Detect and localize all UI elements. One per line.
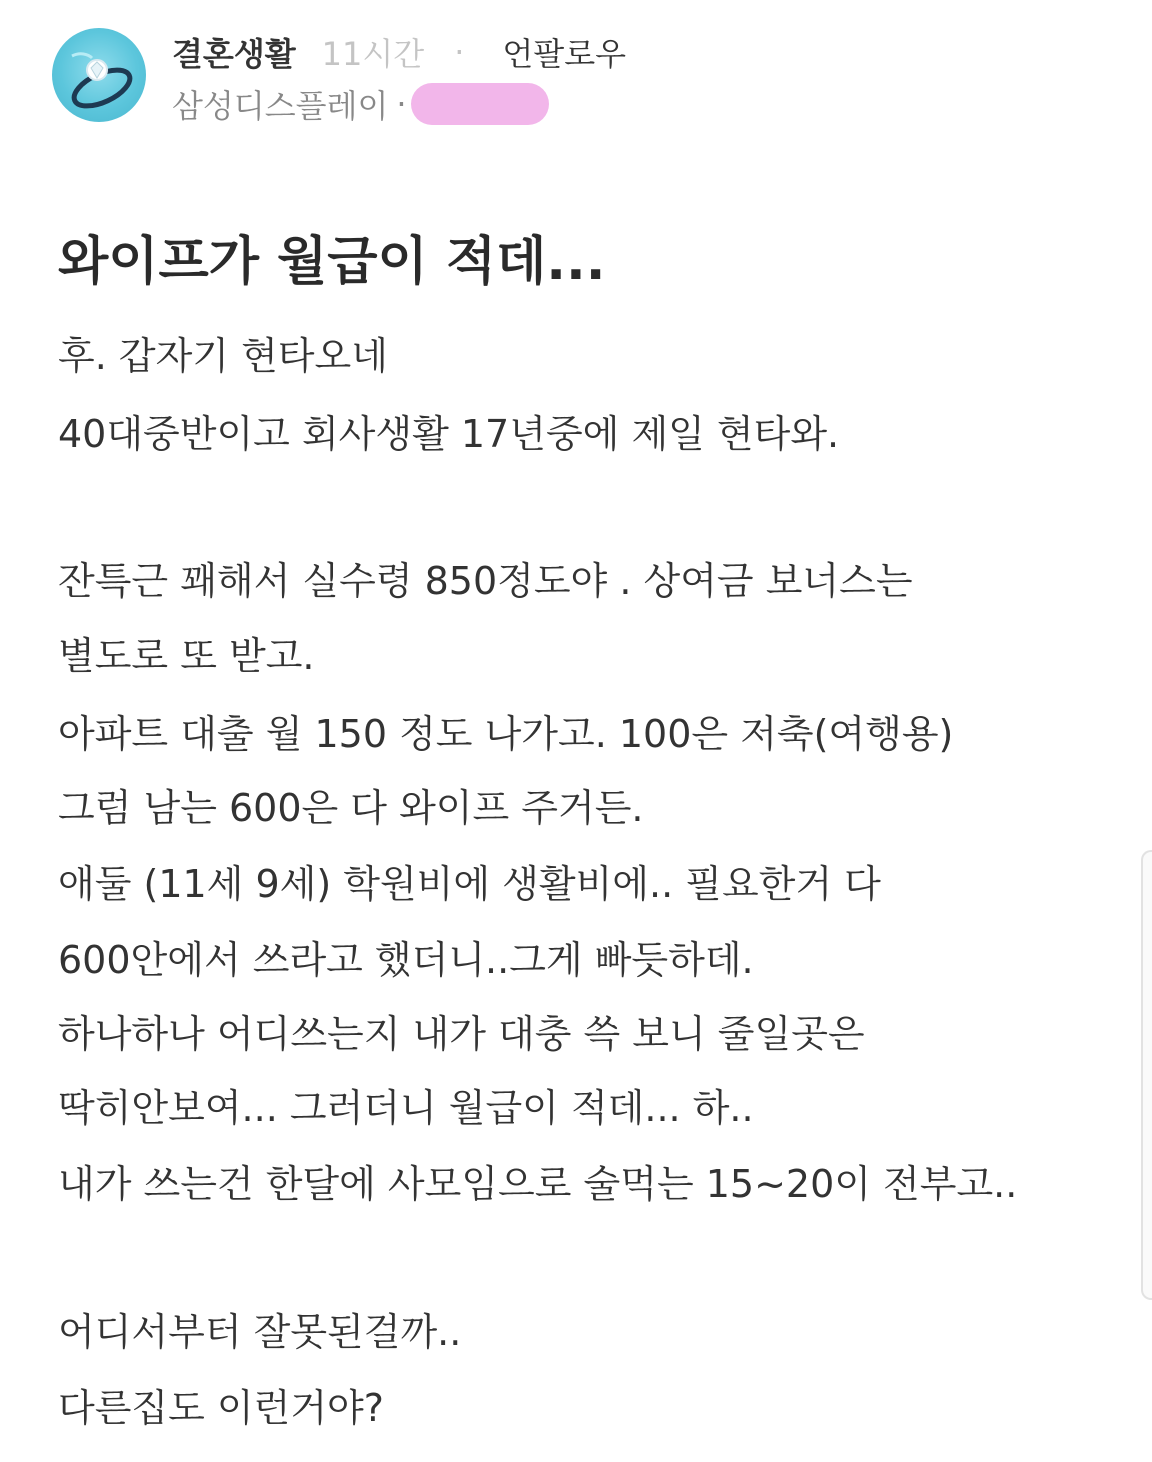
- scrollbar[interactable]: [1141, 850, 1152, 1300]
- redacted-nickname: [411, 83, 549, 125]
- post-body-line: 하나하나 어디쓰는지 내가 대충 쓱 보니 줄일곳은: [58, 1012, 865, 1056]
- ring-avatar-icon: [52, 28, 146, 122]
- company-separator-dot: ·: [396, 85, 407, 123]
- post-body-line: 다른집도 이런거야?: [58, 1386, 384, 1430]
- separator-dot: ·: [454, 33, 465, 71]
- company-line: [172, 82, 549, 126]
- post-body-line: 600안에서 쓰라고 했더니..그게 빠듯하데.: [58, 938, 754, 982]
- post-body-line: 후. 갑자기 현타오네: [58, 334, 388, 378]
- post-body-line: 딱히안보여... 그러더니 월급이 적데... 하..: [58, 1086, 754, 1130]
- post-body-line: 어디서부터 잘못된걸까..: [58, 1310, 462, 1354]
- post-body-line: 아파트 대출 월 150 정도 나가고. 100은 저축(여행용): [58, 712, 954, 756]
- post-body-line: 내가 쓰는건 한달에 사모임으로 술먹는 15~20이 전부고..: [58, 1162, 1018, 1206]
- author-line: [172, 30, 626, 74]
- author-avatar[interactable]: [52, 28, 146, 122]
- post-title: 와이프가 월급이 적데...: [58, 232, 606, 292]
- post-body-line: 잔특근 꽤해서 실수령 850정도야 . 상여금 보너스는: [58, 559, 913, 603]
- post-body-line: 그럼 남는 600은 다 와이프 주거든.: [58, 786, 644, 830]
- author-name[interactable]: 결혼생활: [172, 35, 296, 73]
- post-body-line: 별도로 또 받고.: [58, 634, 315, 678]
- post-body-line: 애둘 (11세 9세) 학원비에 생활비에.. 필요한거 다: [58, 862, 881, 906]
- post-body-line: 40대중반이고 회사생활 17년중에 제일 현타와.: [58, 412, 840, 456]
- author-company: 삼성디스플레이: [172, 87, 389, 125]
- post-time: 11시간: [321, 35, 425, 73]
- unfollow-button[interactable]: 언팔로우: [502, 35, 627, 73]
